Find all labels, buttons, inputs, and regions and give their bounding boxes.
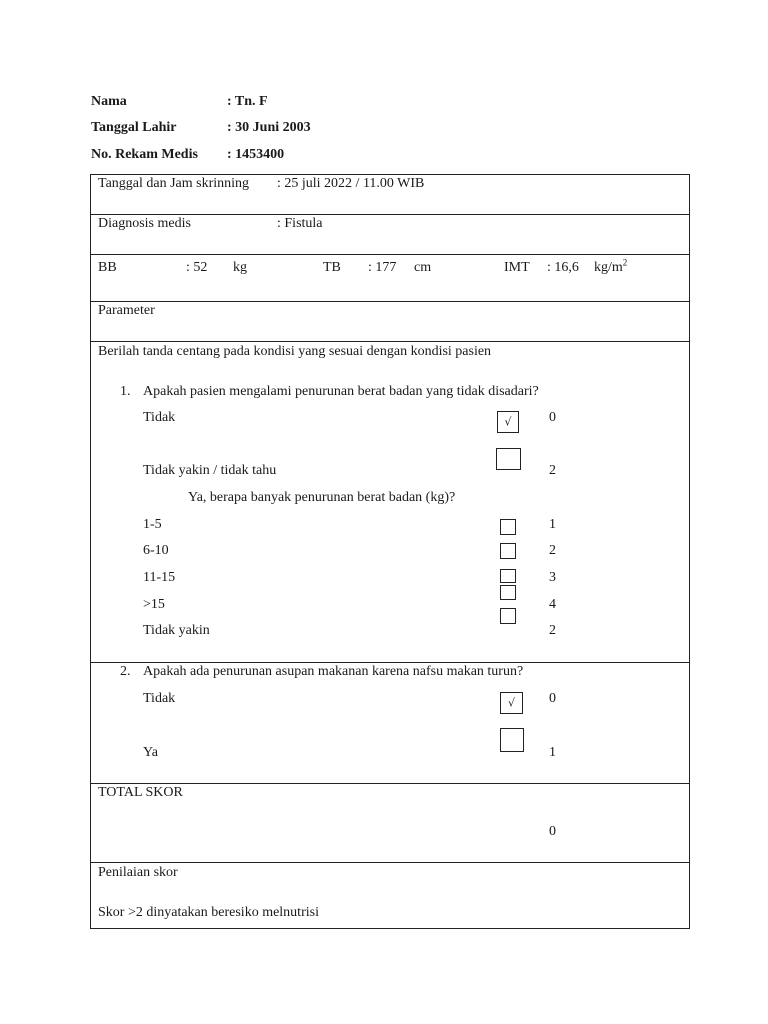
q1-sub-question: Ya, berapa banyak penurunan berat badan (kg)?	[188, 490, 456, 505]
q1-sub-option-label: Tidak yakin	[143, 623, 210, 638]
q1-sub-option-score: 2	[549, 543, 556, 558]
assessment-text: Skor >2 dinyatakan beresiko melnutrisi	[98, 905, 319, 920]
q2-question: Apakah ada penurunan asupan makanan karena nafsu makan turun?	[143, 664, 524, 679]
total-score-value: 0	[549, 824, 556, 839]
imt-unit	[594, 257, 628, 276]
q1-tidak-checkbox[interactable]	[497, 411, 519, 433]
name-label: Nama	[91, 94, 127, 109]
dob-label: Tanggal Lahir	[91, 120, 177, 135]
q1-sub-option-label: 6-10	[143, 543, 169, 558]
diagnosis-value: : Fistula	[277, 216, 323, 231]
q1-sub-option-label: >15	[143, 597, 165, 612]
q2-option-tidak: Tidak	[143, 691, 176, 706]
tb-label: TB	[323, 260, 341, 275]
tb-unit: cm	[414, 260, 432, 275]
row-divider	[90, 301, 690, 302]
row-divider	[90, 662, 690, 663]
q1-sub-option-checkbox[interactable]	[500, 608, 516, 624]
mrn-value: : 1453400	[227, 147, 285, 162]
q1-question: Apakah pasien mengalami penurunan berat badan yang tidak disadari?	[143, 384, 539, 399]
q1-sub-option-checkbox[interactable]	[500, 543, 516, 559]
imt-unit-base: kg/m	[594, 260, 623, 275]
q1-sub-option-label: 1-5	[143, 517, 162, 532]
q1-unsure-checkbox[interactable]	[496, 448, 521, 470]
row-divider	[90, 783, 690, 784]
q1-option-unsure: Tidak yakin / tidak tahu	[143, 463, 277, 478]
check-mark-icon: √	[504, 415, 512, 429]
assessment-label: Penilaian skor	[98, 865, 178, 880]
q1-option-tidak: Tidak	[143, 410, 176, 425]
q1-sub-option-checkbox[interactable]	[500, 569, 516, 583]
imt-label: IMT	[504, 260, 530, 275]
row-divider	[90, 254, 690, 255]
q1-tidak-score: 0	[549, 410, 556, 425]
q1-sub-option-label: 11-15	[143, 570, 176, 585]
bb-value: : 52	[186, 260, 208, 275]
q2-number: 2.	[120, 664, 131, 679]
row-divider	[90, 862, 690, 863]
q1-number: 1.	[120, 384, 131, 399]
bb-unit: kg	[233, 260, 247, 275]
q1-sub-option-score: 4	[549, 597, 556, 612]
row-divider	[90, 214, 690, 215]
screening-form-table	[90, 174, 690, 929]
q1-sub-option-score: 2	[549, 623, 556, 638]
screening-datetime-value: : 25 juli 2022 / 11.00 WIB	[277, 176, 425, 191]
q1-unsure-score: 2	[549, 463, 556, 478]
q1-sub-option-score: 3	[549, 570, 556, 585]
q2-tidak-checkbox[interactable]	[500, 692, 523, 714]
q2-ya-checkbox[interactable]	[500, 728, 524, 752]
row-divider	[90, 341, 690, 342]
dob-value: : 30 Juni 2003	[227, 120, 311, 135]
instructions-text: Berilah tanda centang pada kondisi yang sesuai dengan kondisi pasien	[98, 344, 492, 359]
q1-sub-option-checkbox[interactable]	[500, 519, 516, 535]
tb-value: : 177	[368, 260, 397, 275]
diagnosis-label: Diagnosis medis	[98, 216, 191, 231]
check-mark-icon: √	[507, 696, 515, 710]
q1-sub-option-score: 1	[549, 517, 556, 532]
q2-tidak-score: 0	[549, 691, 556, 706]
name-value: : Tn. F	[227, 94, 268, 109]
bb-label: BB	[98, 260, 117, 275]
q1-sub-option-checkbox[interactable]	[500, 585, 516, 600]
q2-ya-score: 1	[549, 745, 556, 760]
screening-datetime-label: Tanggal dan Jam skrinning	[98, 176, 250, 191]
parameter-label: Parameter	[98, 303, 155, 318]
mrn-label: No. Rekam Medis	[91, 147, 198, 162]
total-score-label: TOTAL SKOR	[98, 785, 183, 800]
imt-value: : 16,6	[547, 260, 579, 275]
q2-option-ya: Ya	[143, 745, 158, 760]
imt-unit-exponent: 2	[622, 257, 628, 268]
